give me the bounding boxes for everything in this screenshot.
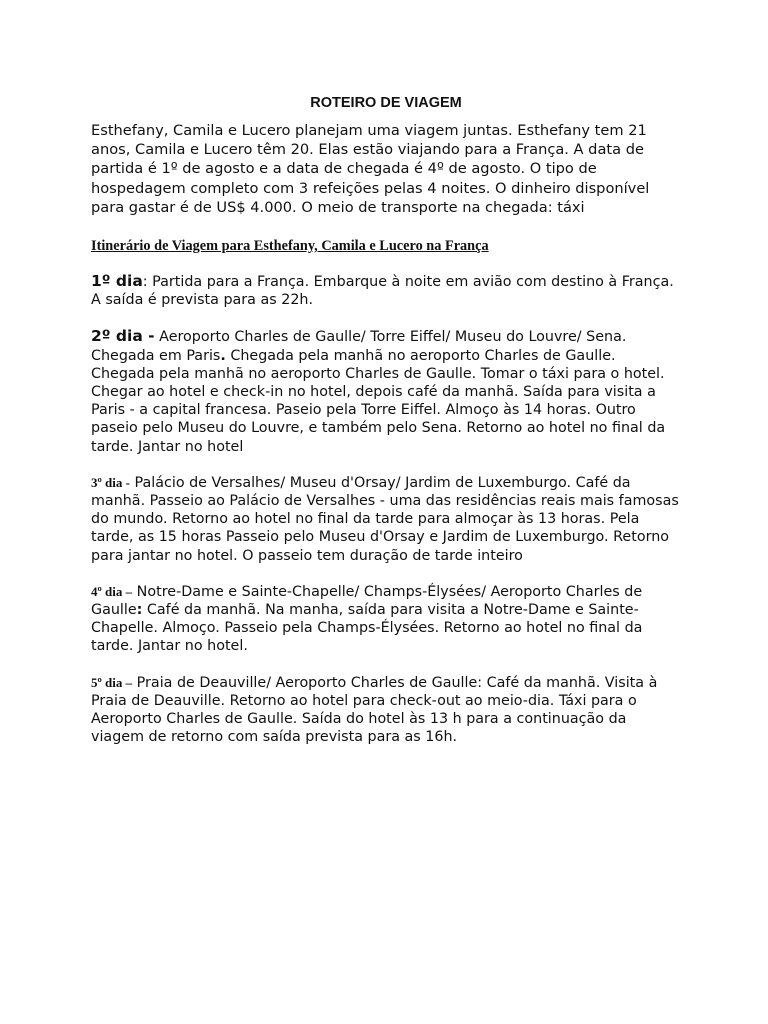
day-4-label: 4º dia – (91, 583, 133, 599)
intro-paragraph: Esthefany, Camila e Lucero planejam uma viagem juntas. Esthefany tem 21 anos, Camila e Lucero têm 20. Elas estão viajando para a França. A data de partida é 1º de agosto e a data de chegada é 4º de agosto. O tipo de hospedagem completo com 3 refeições pelas 4 noites. O dinheiro disponível para gastar é de US$ 4.000. O meio de transporte na chegada: táxi (91, 122, 650, 216)
day-2-label: 2º dia - (91, 327, 155, 346)
day-4-text-bold: : (136, 602, 143, 619)
document-title: ROTEIRO DE VIAGEM (310, 95, 462, 111)
day-2-paragraph (91, 327, 681, 455)
day-2-text-a: Aeroporto Charles de Gaulle/ Torre Eiffel/ Museu do Louvre/ Sena. Chegada em Paris (91, 329, 627, 364)
day-5-text: Praia de Deauville/ Aeroporto Charles de Gaulle: Café da manhã. Visita à Praia de Deauville. Retorno ao hotel para check-out ao meio-dia. Táxi para o Aeroporto Charles de Gaulle. Saída do hotel às 13 h para a continuação da viagem de retorno com saída prevista para as 16h. (91, 674, 658, 746)
day-4-text-a: Notre-Dame e Sainte-Chapelle/ Champs-Élysées/ Aeroporto Charles de Gaulle (91, 583, 643, 619)
day-5-label: 5º dia – (91, 674, 133, 690)
day-5-paragraph (91, 674, 681, 747)
day-1-paragraph (91, 272, 681, 309)
itinerary-heading: Itinerário de Viagem para Esthefany, Camila e Lucero na França (91, 238, 489, 255)
day-4-paragraph (91, 583, 681, 656)
day-1-label: 1º dia (91, 272, 143, 291)
day-3-label: 3º dia - (91, 474, 130, 490)
day-2-text-bold: . (220, 347, 226, 364)
document-page (91, 94, 681, 764)
day-2-text-b: Chegada pela manhã no aeroporto Charles de Gaulle. Chegada pela manhã no aeroporto Charles de Gaulle. Tomar o táxi para o hotel. Chegar ao hotel e check-in no hotel, depois café da manhã. Saída para visita a Paris - a capital francesa. Paseio pela Torre Eiffel. Almoço às 14 horas. Outro paseio pelo Museu do Louvre, e também pelo Sena. Retorno ao hotel no final da tarde. Jantar no hotel (91, 347, 666, 455)
day-4-text-b: Café da manhã. Na manha, saída para visita a Notre-Dame e Sainte-Chapelle. Almoço. Passeio pela Champs-Élysées. Retorno ao hotel no final da tarde. Jantar no hotel. (91, 602, 643, 655)
day-1-text: : Partida para a França. Embarque à noite em avião com destino à França. A saída é prevista para as 22h. (91, 274, 674, 309)
day-3-paragraph (91, 474, 681, 565)
day-3-text: Palácio de Versalhes/ Museu d'Orsay/ Jardim de Luxemburgo. Café da manhã. Passeio ao Palácio de Versalhes - uma das residências reais mais famosas do mundo. Retorno ao hotel no final da tarde para almoçar às 13 horas. Pela tarde, as 15 horas Passeio pelo Museu d'Orsay e Jardim de Luxemburgo. Retorno para jantar no hotel. O passeio tem duração de tarde inteiro (91, 474, 679, 564)
